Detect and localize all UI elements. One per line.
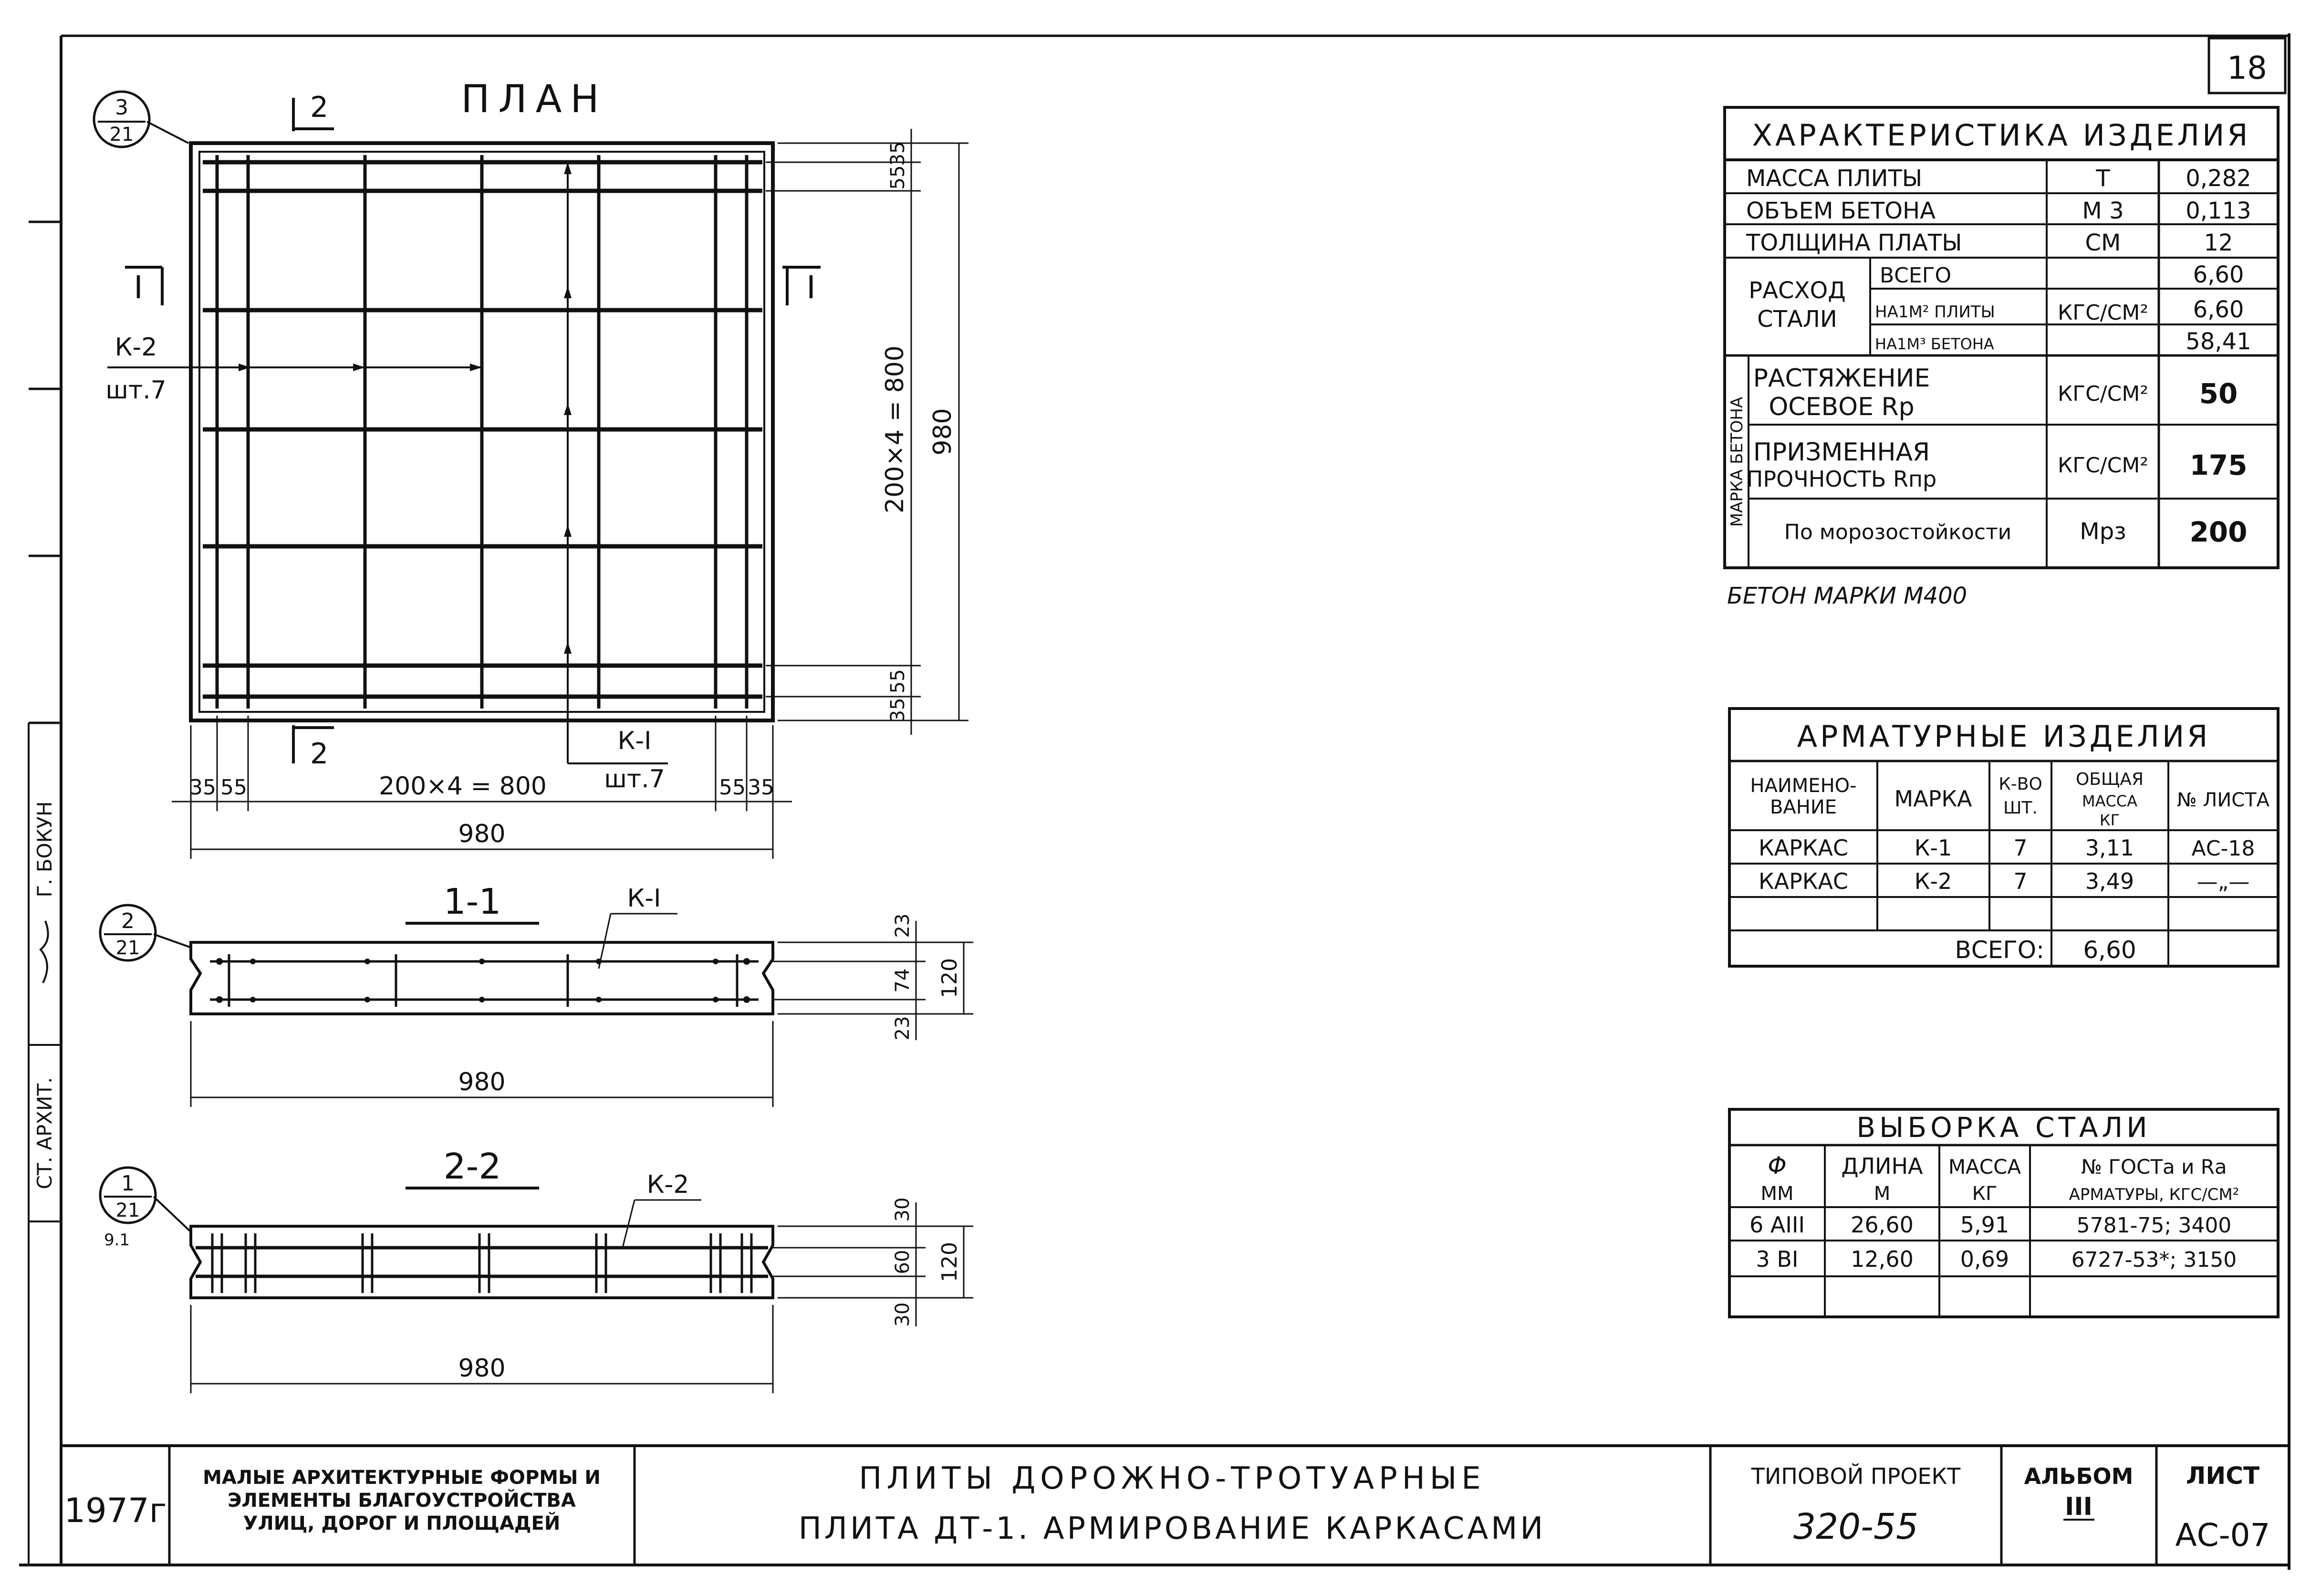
sheet-number: 18 bbox=[2227, 50, 2267, 86]
svg-text:Т: Т bbox=[2096, 165, 2110, 192]
svg-text:30: 30 bbox=[892, 1197, 914, 1222]
svg-text:3,49: 3,49 bbox=[2085, 868, 2134, 894]
svg-text:1: 1 bbox=[121, 1171, 135, 1196]
svg-text:ПРОЧНОСТЬ Rпр: ПРОЧНОСТЬ Rпр bbox=[1746, 466, 1937, 492]
svg-text:9.1: 9.1 bbox=[104, 1231, 130, 1250]
svg-text:200×4 = 800: 200×4 = 800 bbox=[881, 345, 909, 513]
svg-text:0,69: 0,69 bbox=[1960, 1246, 2009, 1272]
svg-text:М: М bbox=[1874, 1183, 1891, 1205]
svg-text:По морозостойкости: По морозостойкости bbox=[1784, 520, 2012, 544]
svg-text:III: III bbox=[2064, 1492, 2093, 1521]
svg-text:980: 980 bbox=[458, 1354, 506, 1383]
svg-text:МАССА: МАССА bbox=[1948, 1155, 2021, 1179]
svg-text:К-I: К-I bbox=[617, 727, 652, 755]
svg-text:200: 200 bbox=[2189, 516, 2248, 548]
svg-text:АРМАТУРНЫЕ ИЗДЕЛИЯ: АРМАТУРНЫЕ ИЗДЕЛИЯ bbox=[1797, 719, 2211, 754]
svg-text:КГС/СМ²: КГС/СМ² bbox=[2058, 453, 2148, 478]
svg-text:ВСЕГО:: ВСЕГО: bbox=[1955, 936, 2044, 964]
svg-text:МАССА: МАССА bbox=[2082, 792, 2138, 810]
svg-text:6 АIII: 6 АIII bbox=[1749, 1212, 1805, 1238]
svg-text:МАССА ПЛИТЫ: МАССА ПЛИТЫ bbox=[1746, 165, 1923, 192]
svg-text:0,113: 0,113 bbox=[2186, 198, 2251, 224]
svg-text:ОБЪЕМ БЕТОНА: ОБЪЕМ БЕТОНА bbox=[1746, 198, 1936, 224]
svg-text:№ ГОСТа и Rа: № ГОСТа и Rа bbox=[2081, 1155, 2227, 1179]
section-1-callout bbox=[100, 905, 190, 960]
svg-text:РАСТЯЖЕНИЕ: РАСТЯЖЕНИЕ bbox=[1753, 364, 1930, 393]
svg-text:Мрз: Мрз bbox=[2080, 518, 2126, 545]
drawing-title-1: ПЛИТЫ ДОРОЖНО-ТРОТУАРНЫЕ bbox=[859, 1461, 1486, 1496]
svg-text:2: 2 bbox=[310, 737, 329, 771]
svg-text:НА1М³ БЕТОНА: НА1М³ БЕТОНА bbox=[1875, 335, 1994, 353]
year: 1977г bbox=[64, 1491, 167, 1530]
svg-text:К-1: К-1 bbox=[1914, 835, 1952, 861]
svg-text:КГ: КГ bbox=[1972, 1183, 1998, 1205]
svg-text:3: 3 bbox=[115, 95, 128, 120]
svg-text:7: 7 bbox=[2013, 835, 2028, 861]
svg-text:200×4 = 800: 200×4 = 800 bbox=[379, 772, 547, 801]
svg-text:55: 55 bbox=[220, 775, 247, 800]
svg-text:980: 980 bbox=[458, 1068, 506, 1096]
svg-text:I: I bbox=[806, 269, 816, 306]
rebar-items-table bbox=[1729, 709, 2278, 966]
svg-text:—„—: —„— bbox=[2196, 870, 2250, 894]
svg-text:ПРИЗМЕННАЯ: ПРИЗМЕННАЯ bbox=[1753, 438, 1930, 467]
svg-text:2: 2 bbox=[310, 91, 329, 124]
svg-text:120: 120 bbox=[937, 1242, 962, 1282]
plan-callout bbox=[94, 92, 188, 147]
svg-text:ТОЛЩИНА ПЛАТЫ: ТОЛЩИНА ПЛАТЫ bbox=[1746, 229, 1962, 256]
drawing-title-2: ПЛИТА ДТ-1. АРМИРОВАНИЕ КАРКАСАМИ bbox=[798, 1511, 1546, 1546]
section-mark-2-top bbox=[293, 91, 334, 131]
svg-text:Φ: Φ bbox=[1768, 1152, 1787, 1179]
section-2-callout bbox=[100, 1168, 190, 1250]
svg-text:23: 23 bbox=[892, 913, 914, 938]
svg-text:0,282: 0,282 bbox=[2186, 165, 2251, 192]
svg-text:21: 21 bbox=[109, 124, 134, 146]
svg-text:12: 12 bbox=[2204, 229, 2233, 256]
svg-text:175: 175 bbox=[2189, 449, 2248, 481]
svg-text:К-2: К-2 bbox=[646, 1170, 689, 1199]
svg-text:СМ: СМ bbox=[2085, 229, 2121, 256]
svg-text:ВЫБОРКА СТАЛИ: ВЫБОРКА СТАЛИ bbox=[1856, 1111, 2151, 1144]
svg-text:35: 35 bbox=[748, 775, 774, 800]
steel-selection-table bbox=[1729, 1109, 2278, 1317]
svg-text:К-I: К-I bbox=[627, 884, 661, 913]
svg-text:КАРКАС: КАРКАС bbox=[1758, 835, 1849, 861]
svg-text:120: 120 bbox=[937, 958, 962, 998]
svg-text:980: 980 bbox=[928, 408, 957, 456]
svg-text:АС-18: АС-18 bbox=[2191, 836, 2255, 861]
svg-text:ЛИСТ: ЛИСТ bbox=[2186, 1462, 2260, 1490]
svg-text:23: 23 bbox=[892, 1016, 914, 1041]
side-stamp bbox=[29, 723, 61, 1565]
svg-text:шт.7: шт.7 bbox=[604, 765, 665, 793]
svg-text:5,91: 5,91 bbox=[1960, 1212, 2009, 1238]
plan-bottom-dimensions bbox=[172, 716, 792, 859]
svg-text:КГС/СМ²: КГС/СМ² bbox=[2058, 382, 2148, 406]
svg-text:2: 2 bbox=[121, 909, 135, 933]
svg-text:СТАЛИ: СТАЛИ bbox=[1757, 306, 1837, 333]
svg-text:МАЛЫЕ АРХИТЕКТУРНЫЕ ФОРМЫ И: МАЛЫЕ АРХИТЕКТУРНЫЕ ФОРМЫ И bbox=[203, 1467, 601, 1489]
svg-text:шт.7: шт.7 bbox=[105, 376, 167, 405]
svg-text:12,60: 12,60 bbox=[1851, 1246, 1914, 1272]
svg-text:980: 980 bbox=[458, 820, 506, 848]
svg-text:35: 35 bbox=[189, 775, 216, 800]
svg-text:74: 74 bbox=[892, 968, 914, 993]
svg-text:К-ВО: К-ВО bbox=[1999, 774, 2042, 794]
plan-title: ПЛАН bbox=[461, 77, 608, 121]
section-mark-1-right bbox=[782, 267, 821, 306]
signature bbox=[41, 921, 48, 983]
svg-text:КГС/СМ²: КГС/СМ² bbox=[2058, 301, 2148, 325]
section-2-2 bbox=[100, 1146, 973, 1393]
svg-text:35: 35 bbox=[887, 141, 909, 166]
svg-text:58,41: 58,41 bbox=[2186, 328, 2251, 355]
svg-text:3,11: 3,11 bbox=[2085, 835, 2134, 861]
svg-text:ММ: ММ bbox=[1760, 1183, 1794, 1205]
svg-text:55: 55 bbox=[719, 775, 746, 800]
svg-text:3 ВI: 3 ВI bbox=[1756, 1246, 1799, 1272]
k1-leader bbox=[564, 162, 668, 793]
stamp-name: Г. БОКУН bbox=[33, 801, 56, 897]
characteristics-table bbox=[1725, 107, 2278, 609]
k2-leader bbox=[105, 333, 482, 405]
project-number: 320-55 bbox=[1793, 1506, 1919, 1547]
svg-text:ТИПОВОЙ ПРОЕКТ: ТИПОВОЙ ПРОЕКТ bbox=[1751, 1463, 1961, 1489]
svg-text:ОБЩАЯ: ОБЩАЯ bbox=[2075, 770, 2144, 789]
title-block bbox=[61, 1446, 2289, 1565]
svg-text:КГ: КГ bbox=[2099, 811, 2120, 829]
svg-text:55: 55 bbox=[887, 669, 909, 694]
svg-text:К-2: К-2 bbox=[1914, 868, 1952, 894]
svg-text:7: 7 bbox=[2013, 868, 2028, 894]
svg-text:ВСЕГО: ВСЕГО bbox=[1880, 263, 1952, 288]
concrete-grade-note: БЕТОН МАРКИ М400 bbox=[1727, 583, 1967, 609]
svg-text:№ ЛИСТА: № ЛИСТА bbox=[2176, 789, 2270, 811]
section-mark-2-bottom bbox=[293, 725, 334, 771]
svg-text:К-2: К-2 bbox=[115, 333, 157, 362]
svg-text:6,60: 6,60 bbox=[2193, 296, 2244, 323]
svg-text:6,60: 6,60 bbox=[2083, 936, 2136, 964]
svg-text:ВАНИЕ: ВАНИЕ bbox=[1770, 796, 1837, 818]
svg-text:21: 21 bbox=[115, 937, 140, 959]
section-mark-1-left bbox=[125, 267, 162, 306]
svg-text:ХАРАКТЕРИСТИКА ИЗДЕЛИЯ: ХАРАКТЕРИСТИКА ИЗДЕЛИЯ bbox=[1752, 118, 2251, 153]
plan-right-dimensions bbox=[766, 129, 968, 735]
section-1-1 bbox=[100, 881, 973, 1107]
sheet-code: АС-07 bbox=[2175, 1517, 2270, 1554]
section-1-title: 1-1 bbox=[443, 881, 501, 922]
svg-text:60: 60 bbox=[892, 1250, 914, 1274]
svg-text:30: 30 bbox=[892, 1302, 914, 1327]
svg-text:ЭЛЕМЕНТЫ БЛАГОУСТРОЙСТВА: ЭЛЕМЕНТЫ БЛАГОУСТРОЙСТВА bbox=[228, 1490, 576, 1512]
sheet-number-box bbox=[2209, 38, 2285, 93]
section-2-title: 2-2 bbox=[443, 1146, 501, 1187]
svg-text:ОСЕВОЕ Rр: ОСЕВОЕ Rр bbox=[1769, 393, 1915, 421]
svg-text:АЛЬБОМ: АЛЬБОМ bbox=[2024, 1463, 2134, 1489]
svg-text:ШТ.: ШТ. bbox=[2003, 798, 2038, 818]
svg-text:6,60: 6,60 bbox=[2193, 261, 2244, 288]
svg-text:55: 55 bbox=[887, 165, 909, 190]
svg-text:НА1М² ПЛИТЫ: НА1М² ПЛИТЫ bbox=[1875, 303, 1995, 322]
svg-text:5781-75; 3400: 5781-75; 3400 bbox=[2076, 1213, 2232, 1238]
svg-text:26,60: 26,60 bbox=[1851, 1212, 1914, 1238]
svg-text:АРМАТУРЫ, КГС/СМ²: АРМАТУРЫ, КГС/СМ² bbox=[2069, 1185, 2239, 1204]
svg-text:6727-53*; 3150: 6727-53*; 3150 bbox=[2071, 1248, 2237, 1272]
svg-text:35: 35 bbox=[887, 698, 909, 722]
svg-text:МАРКА БЕТОНА: МАРКА БЕТОНА bbox=[1728, 396, 1747, 527]
svg-text:МАРКА: МАРКА bbox=[1894, 786, 1972, 812]
stamp-role: СТ. АРХИТ. bbox=[33, 1077, 56, 1189]
svg-text:УЛИЦ, ДОРОГ И ПЛОЩАДЕЙ: УЛИЦ, ДОРОГ И ПЛОЩАДЕЙ bbox=[243, 1513, 561, 1534]
svg-text:М 3: М 3 bbox=[2082, 198, 2124, 224]
plan-view bbox=[94, 77, 968, 859]
svg-text:НАИМЕНО-: НАИМЕНО- bbox=[1750, 775, 1857, 797]
svg-text:ДЛИНА: ДЛИНА bbox=[1841, 1153, 1923, 1179]
svg-text:50: 50 bbox=[2199, 377, 2238, 410]
svg-text:КАРКАС: КАРКАС bbox=[1758, 868, 1849, 894]
svg-text:21: 21 bbox=[115, 1200, 140, 1221]
svg-text:РАСХОД: РАСХОД bbox=[1749, 277, 1846, 304]
svg-text:I: I bbox=[134, 269, 143, 306]
